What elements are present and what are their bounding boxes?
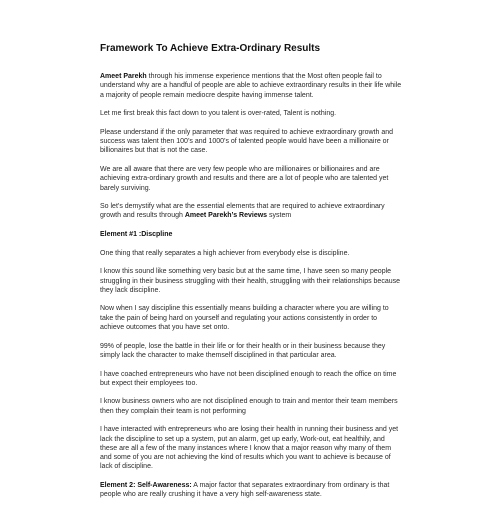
intro-paragraph [100,72,402,100]
demystify-text: So let’s demystify what are the essential elements that are required to achieve extraordinary growth and results through [100,203,385,220]
intro-text: through his immense experience mentions that the Most often people fail to understand why are a handful of people are able to achieve extraordinary results in their life while a majority of people remain mediocre despite having immense talent. [100,73,402,99]
element2-paragraph [100,481,402,500]
paragraph-99-percent: 99% of people, lose the battle in their life or for their health or in their business because they simply lack the character to make themself disciplined in that particular area. [100,342,386,359]
element2-text: A major factor that separates extraordinary from ordinary is that people who are really crushing it have a very high self-awareness state. [100,482,390,499]
element1-heading: Element #1 :Discpline [100,231,173,239]
paragraph-now-when: Now when I say discipline this essentially means building a character where you are willing to take the pain of being hard on yourself and regulating your actions consistently in order to achieve outcomes that you have set onto. [100,305,389,332]
paragraph-interacted: I have interacted with entrepreneurs who are losing their health in running their business and yet lack the discipline to set up a system, put an alarm, get up early, Work-out, eat healthily, and these are all a few of the many instances where I know that a major reason why many of them and some of you are not achieving the kind of results which you want to achieve is because of lack of discipline. [100,426,399,471]
demystify-tail: system [267,212,292,220]
document-page [100,43,402,509]
document-title: Framework To Achieve Extra-Ordinary Results [100,43,321,54]
paragraph-coached: I have coached entrepreneurs who have not been disciplined enough to reach the office on time but expect their employees too. [100,370,397,387]
paragraph-one-thing: One thing that really separates a high achiever from everybody else is discipline. [100,249,350,257]
paragraph-understand: Please understand if the only parameter that was required to achieve extraordinary growth and success was talent then 100’s and 1000’s of talented people would have been a millionaire or billionaires but that is not the case. [100,128,394,155]
element2-label: Element 2: Self-Awareness: [100,482,192,490]
paragraph-i-know: I know this sound like something very basic but at the same time, I have seen so many people struggling in their business struggling with their health, struggling with their relationships because they lack discipline. [100,268,400,294]
paragraph-break-fact: Let me first break this fact down to you talent is over-rated, Talent is nothing. [100,110,337,118]
paragraph-demystify [100,202,402,221]
paragraph-aware: We are all aware that there are very few people who are millionaires or billionaires and are achieving extra-ordinary growth and results and there are a lot of people who are talented yet barely surviving. [100,165,389,192]
reviews-system-name: Ameet Parekh’s Reviews [184,212,268,220]
paragraph-owners: I know business owners who are not disciplined enough to train and mentor their team members then they complain their team is not performing [100,398,398,415]
author-name: Ameet Parekh [100,73,147,80]
